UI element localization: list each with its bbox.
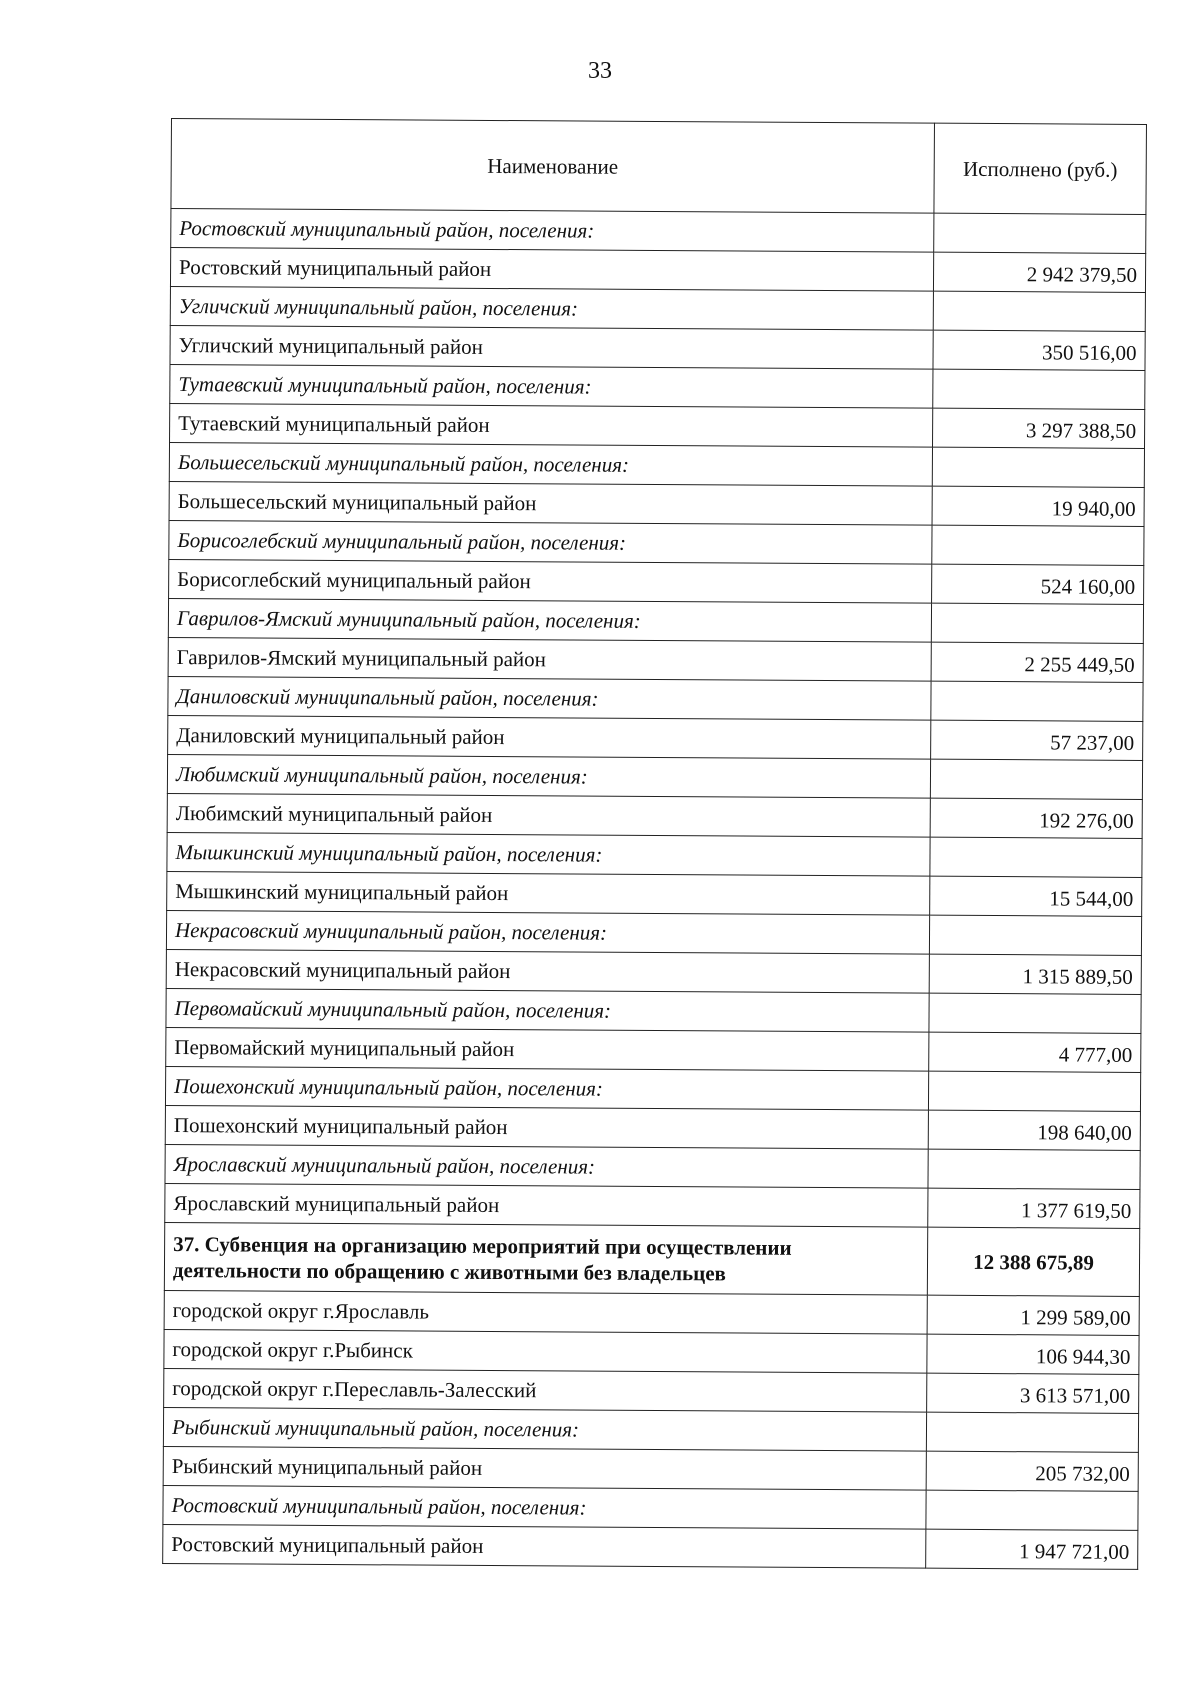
row-value: 57 237,00 — [931, 720, 1143, 760]
row-value: 4 777,00 — [929, 1032, 1141, 1072]
group-label: Угличский муниципальный район, поселения: — [170, 286, 933, 330]
group-row — [170, 286, 1145, 331]
row-value — [932, 525, 1144, 565]
row-value — [931, 603, 1143, 643]
row-value: 1 947 721,00 — [926, 1529, 1138, 1569]
row-name: 37. Субвенция на организацию мероприятий при осуществлении деятельности по обращению с животными без владельцев — [164, 1222, 927, 1295]
group-label: Ростовский муниципальный район, поселения: — [163, 1485, 926, 1529]
row-name: Тутаевский муниципальный район — [170, 403, 933, 447]
row-name: городской округ г.Переславль-Залесский — [164, 1368, 927, 1412]
table-row — [170, 325, 1145, 370]
table-row — [169, 481, 1144, 526]
group-label: Первомайский муниципальный район, поселения: — [166, 988, 929, 1032]
row-value — [930, 759, 1142, 799]
row-value — [930, 837, 1142, 877]
table-row — [170, 248, 1145, 293]
group-label: Рыбинский муниципальный район, поселения: — [163, 1407, 926, 1451]
group-row — [170, 364, 1145, 409]
row-value — [928, 1149, 1140, 1189]
row-value — [932, 447, 1144, 487]
group-row — [169, 442, 1144, 487]
row-value — [933, 369, 1145, 409]
group-row — [166, 910, 1141, 955]
row-name: городской округ г.Ярославль — [164, 1290, 927, 1334]
group-row — [171, 209, 1146, 254]
table-row — [167, 793, 1142, 838]
row-value: 3 297 388,50 — [933, 408, 1145, 448]
group-label: Ярославский муниципальный район, поселения: — [165, 1144, 928, 1188]
row-name: Некрасовский муниципальный район — [166, 949, 929, 993]
group-label: Ростовский муниципальный район, поселения: — [171, 209, 934, 253]
row-value: 19 940,00 — [932, 486, 1144, 526]
column-header-executed: Исполнено (руб.) — [934, 123, 1147, 214]
table-row — [163, 1524, 1138, 1569]
group-label: Гаврилов-Ямский муниципальный район, поселения: — [168, 598, 931, 642]
row-name: Любимский муниципальный район — [167, 793, 930, 837]
row-name: Борисоглебский муниципальный район — [169, 559, 932, 603]
table-row — [167, 871, 1142, 916]
row-name: Пошехонский муниципальный район — [165, 1105, 928, 1149]
row-name: Даниловский муниципальный район — [168, 715, 931, 759]
budget-table — [162, 118, 1147, 1570]
table-row — [164, 1290, 1139, 1335]
table-row — [165, 1183, 1140, 1228]
row-value — [928, 1071, 1140, 1111]
table-row — [168, 715, 1143, 760]
row-value — [929, 915, 1141, 955]
table-row — [163, 1446, 1138, 1491]
group-label: Борисоглебский муниципальный район, поселения: — [169, 520, 932, 564]
group-label: Любимский муниципальный район, поселения: — [167, 754, 930, 798]
group-row — [166, 988, 1141, 1033]
row-value: 524 160,00 — [932, 564, 1144, 604]
group-row — [163, 1485, 1138, 1530]
group-row — [165, 1066, 1140, 1111]
group-label: Некрасовский муниципальный район, поселения: — [166, 910, 929, 954]
group-row — [167, 832, 1142, 877]
group-row — [165, 1144, 1140, 1189]
row-name: Ростовский муниципальный район — [170, 248, 933, 292]
row-value: 192 276,00 — [930, 798, 1142, 838]
row-name: Большесельский муниципальный район — [169, 481, 932, 525]
group-row — [169, 520, 1144, 565]
row-value — [926, 1412, 1138, 1452]
table-header-row — [171, 119, 1147, 215]
row-name: Мышкинский муниципальный район — [167, 871, 930, 915]
group-row — [168, 598, 1143, 643]
row-name: Ростовский муниципальный район — [163, 1524, 926, 1568]
table-row — [166, 949, 1141, 994]
row-value — [926, 1490, 1138, 1530]
table-row — [168, 637, 1143, 682]
row-value: 1 377 619,50 — [928, 1188, 1140, 1228]
row-value: 106 944,30 — [927, 1334, 1139, 1374]
group-label: Даниловский муниципальный район, поселения: — [168, 676, 931, 720]
table-row — [164, 1368, 1139, 1413]
group-label: Пошехонский муниципальный район, поселения: — [165, 1066, 928, 1110]
row-name: Ярославский муниципальный район — [165, 1183, 928, 1227]
total-row — [164, 1222, 1139, 1296]
group-row — [167, 754, 1142, 799]
row-name: городской округ г.Рыбинск — [164, 1329, 927, 1373]
table-row — [170, 403, 1145, 448]
table-body — [163, 209, 1146, 1570]
row-value: 3 613 571,00 — [927, 1373, 1139, 1413]
table-row — [164, 1329, 1139, 1374]
row-value: 1 299 589,00 — [927, 1295, 1139, 1335]
row-value — [933, 291, 1145, 331]
row-value: 15 544,00 — [930, 876, 1142, 916]
row-value: 2 942 379,50 — [933, 252, 1145, 292]
row-value: 198 640,00 — [928, 1110, 1140, 1150]
row-name: Угличский муниципальный район — [170, 325, 933, 369]
row-value — [931, 681, 1143, 721]
row-name: Гаврилов-Ямский муниципальный район — [168, 637, 931, 681]
group-label: Тутаевский муниципальный район, поселения: — [170, 364, 933, 408]
row-value: 1 315 889,50 — [929, 954, 1141, 994]
total-value: 12 388 675,89 — [927, 1227, 1139, 1296]
group-label: Большесельский муниципальный район, поселения: — [169, 442, 932, 486]
row-name: Первомайский муниципальный район — [166, 1027, 929, 1071]
row-value: 2 255 449,50 — [931, 642, 1143, 682]
table-row — [165, 1105, 1140, 1150]
group-row — [168, 676, 1143, 721]
row-value: 350 516,00 — [933, 330, 1145, 370]
row-value: 205 732,00 — [926, 1451, 1138, 1491]
row-name: Рыбинский муниципальный район — [163, 1446, 926, 1490]
table-row — [166, 1027, 1141, 1072]
group-label: Мышкинский муниципальный район, поселения: — [167, 832, 930, 876]
page-number: 33 — [588, 58, 612, 84]
column-header-name: Наименование — [171, 119, 935, 214]
row-value — [929, 993, 1141, 1033]
group-row — [163, 1407, 1138, 1452]
row-value — [934, 213, 1146, 253]
table-row — [169, 559, 1144, 604]
